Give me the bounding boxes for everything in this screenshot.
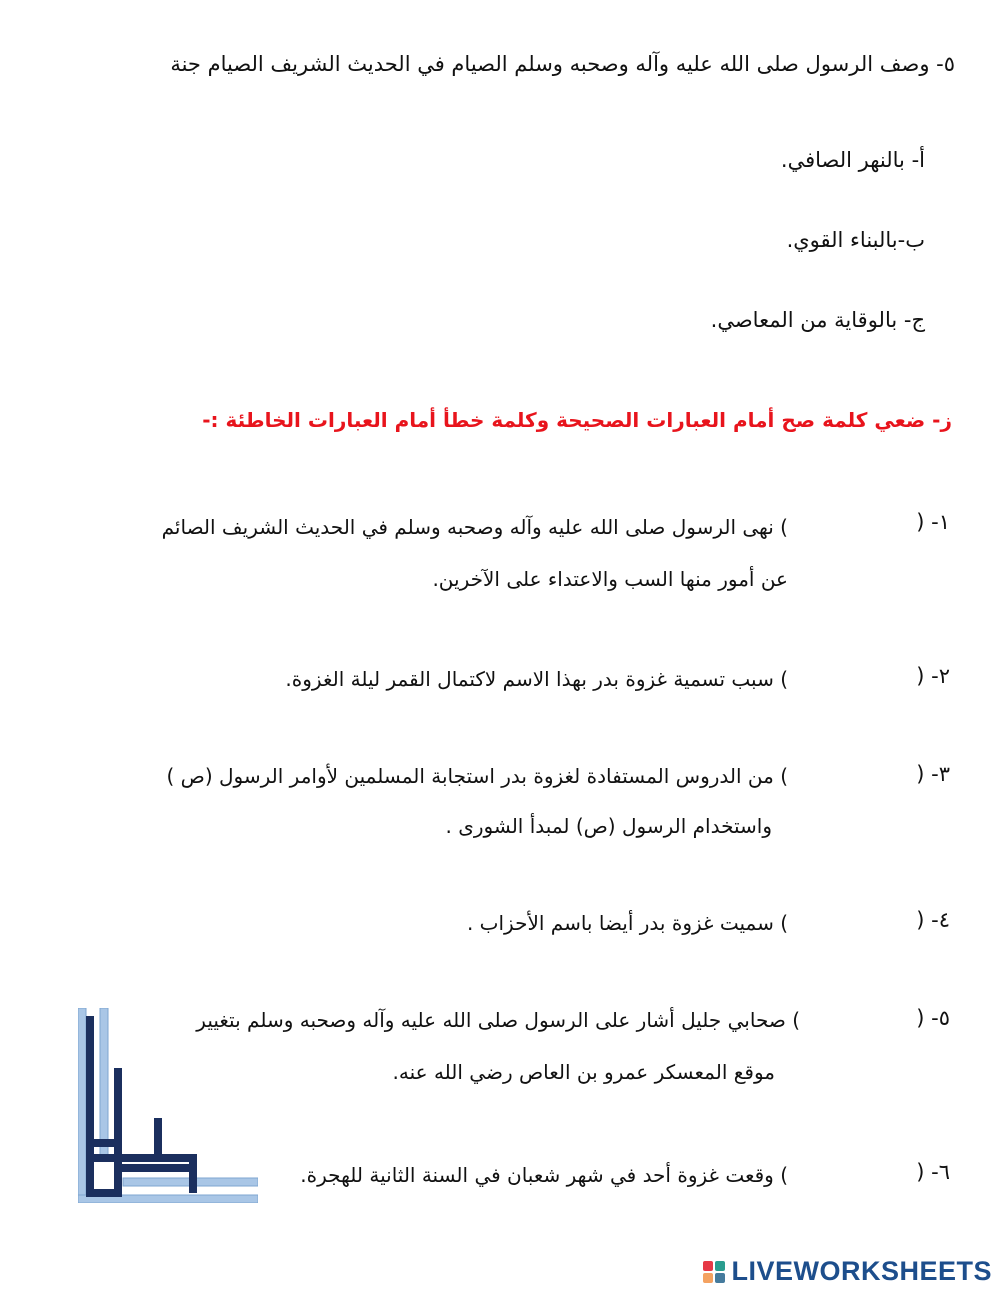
- question-5-text: ٥- وصف الرسول صلى الله عليه وآله وصحبه وسلم الصيام في الحديث الشريف الصيام جنة: [170, 52, 955, 76]
- statement-5-label: ٥- (: [916, 1006, 950, 1030]
- logo-text: LIVEWORKSHEETS: [731, 1256, 992, 1286]
- statement-3-label: ٣- (: [916, 762, 950, 786]
- statement-4-label: ٤- (: [916, 908, 950, 932]
- statement-2-label: ٢- (: [916, 664, 950, 688]
- logo-grid-icon: [703, 1261, 725, 1283]
- option-a: أ- بالنهر الصافي.: [780, 148, 925, 172]
- statement-6-label: ٦- (: [916, 1160, 950, 1184]
- statement-5-line-2: موقع المعسكر عمرو بن العاص رضي الله عنه.: [392, 1060, 775, 1084]
- statement-6-line-1: ) وقعت غزوة أحد في شهر شعبان في السنة الثانية للهجرة.: [300, 1163, 788, 1187]
- section-heading: ز- ضعي كلمة صح أمام العبارات الصحيحة وكلمة خطأ أمام العبارات الخاطئة :-: [202, 408, 952, 432]
- liveworksheets-logo: [703, 1256, 992, 1287]
- statement-2-line-1: ) سبب تسمية غزوة بدر بهذا الاسم لاكتمال القمر ليلة الغزوة.: [285, 667, 788, 691]
- statement-4-line-1: ) سميت غزوة بدر أيضا باسم الأحزاب .: [466, 911, 788, 935]
- statement-1-label: ١- (: [916, 510, 950, 534]
- statement-1-line-1: ) نهى الرسول صلى الله عليه وآله وصحبه وسلم في الحديث الشريف الصائم: [161, 515, 788, 539]
- option-c: ج- بالوقاية من المعاصي.: [710, 308, 925, 332]
- option-b: ب-بالبناء القوي.: [786, 228, 925, 252]
- statement-1-line-2: عن أمور منها السب والاعتداء على الآخرين.: [432, 567, 788, 591]
- statement-5-line-1: ) صحابي جليل أشار على الرسول صلى الله عليه وآله وصحبه وسلم بتغيير: [196, 1008, 800, 1032]
- statement-3-line-1: ) من الدروس المستفادة لغزوة بدر استجابة المسلمين لأوامر الرسول (ص ): [166, 764, 788, 788]
- statement-3-line-2: واستخدام الرسول (ص) لمبدأ الشورى .: [445, 814, 772, 838]
- corner-ornament: [78, 1008, 258, 1203]
